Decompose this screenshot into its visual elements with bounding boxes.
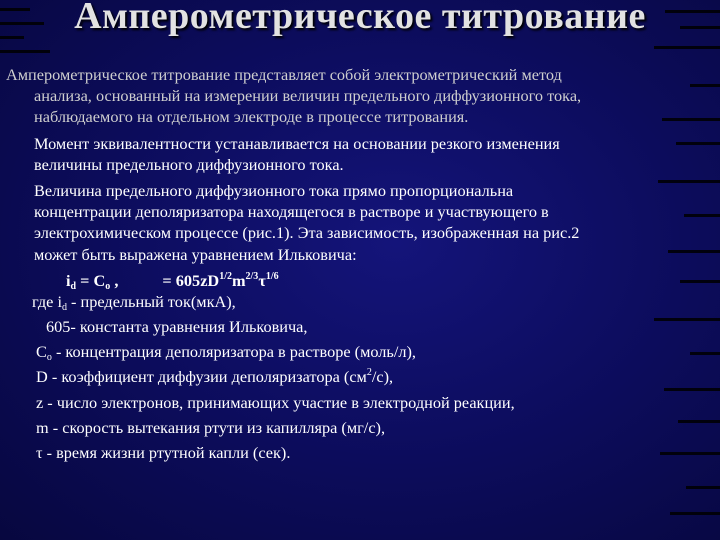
- definition-m: m - скорость вытекания ртути из капилляра (мг/с),: [36, 417, 386, 437]
- definition-605: 605- константа уравнения Ильковича,: [46, 317, 308, 337]
- definition-co-text: - концентрация деполяризатора в растворе (моль/л),: [51, 342, 416, 362]
- equation-lhs-subscript: d: [70, 280, 77, 292]
- equation-d-superscript: 1/2: [219, 270, 232, 282]
- paragraph-2-line-2: величины предельного диффузионного тока.: [34, 154, 344, 174]
- definition-co-prefix: C: [36, 342, 47, 362]
- definition-co-subscript: o: [46, 352, 52, 364]
- equation-m: m: [231, 270, 246, 290]
- equation-eq2: = 605zD: [162, 270, 220, 290]
- paragraph-3-line-2: концентрации деполяризатора находящегося в растворе и участвующего в: [34, 202, 549, 222]
- definition-id-subscript: d: [61, 301, 67, 313]
- definition-d: [6, 366, 712, 387]
- definition-co: [6, 341, 712, 362]
- equation-lhs: i: [66, 270, 71, 290]
- paragraph-1-line-2: анализа, основанный на измерении величин предельного диффузионного тока,: [34, 86, 582, 106]
- paragraph-3-line-1: Величина предельного диффузионного тока прямо пропорциональна: [34, 180, 514, 200]
- paragraph-2-line-1: Момент эквивалентности устанавливается на основании резкого изменения: [34, 133, 560, 153]
- ilkovich-equation: [6, 270, 712, 291]
- slide-title: Амперометрическое титрование: [74, 0, 646, 37]
- equation-tau-superscript: 1/6: [265, 270, 279, 282]
- equation-eq1: = C: [76, 270, 106, 290]
- equation-separator: ,: [110, 270, 119, 290]
- definition-id: [6, 291, 712, 312]
- paragraph-3-line-4: может быть выражена уравнением Ильковича:: [34, 244, 357, 264]
- definition-d-superscript: 2: [366, 367, 372, 379]
- equation-m-superscript: 2/3: [245, 270, 259, 282]
- definition-d-text: /с),: [371, 367, 394, 387]
- definition-id-text: - предельный ток(мкА),: [66, 291, 236, 311]
- slide-body: [6, 64, 712, 463]
- equation-c-subscript: o: [105, 280, 111, 292]
- definition-id-prefix: где i: [32, 291, 62, 311]
- paragraph-1-line-1: Амперометрическое титрование представляет собой электрометрический метод: [6, 65, 562, 84]
- definition-d-prefix: D - коэффициент диффузии деполяризатора (см: [36, 367, 367, 387]
- paragraph-1-line-3: наблюдаемого на отдельном электроде в процессе титрования.: [34, 107, 469, 127]
- equation-tau: τ: [258, 270, 266, 290]
- paragraph-3-line-3: электрохимическом процессе (рис.1). Эта зависимость, изображенная на рис.2: [34, 223, 580, 243]
- definition-tau: τ - время жизни ртутной капли (сек).: [36, 443, 291, 462]
- definition-z: z - число электронов, принимающих участие в электродной реакции,: [36, 392, 515, 412]
